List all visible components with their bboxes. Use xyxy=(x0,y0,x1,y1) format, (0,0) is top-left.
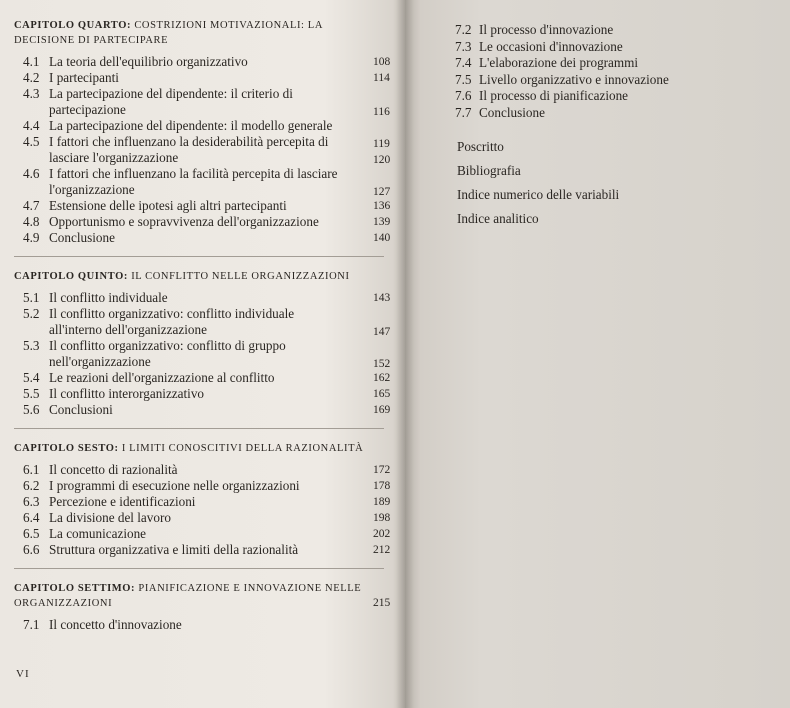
entry-page: 178 xyxy=(373,480,391,492)
chapter-5 xyxy=(14,269,394,418)
chapter-title: PIANIFICAZIONE E INNOVAZIONE NELLE ORGANIZZAZIONI xyxy=(14,583,362,609)
chapter-title: I LIMITI CONOSCITIVI DELLA RAZIONALITÀ xyxy=(121,443,364,454)
entry-number: 6.6 xyxy=(23,542,40,557)
entry-page: 152 xyxy=(373,358,391,370)
entry-title: Il conflitto organizzativo: conflitto individuale all'interno dell'organizzazione xyxy=(49,306,295,337)
toc-entry xyxy=(23,70,394,86)
entry-page: 136 xyxy=(373,200,391,212)
toc-entry xyxy=(455,105,785,122)
chapter-label: CAPITOLO QUINTO: xyxy=(14,271,128,282)
back-matter-variable-index: Indice numerico delle variabili xyxy=(457,187,620,202)
entry-title: Il concetto di razionalità xyxy=(49,462,178,477)
entry-page: 119 xyxy=(373,138,390,150)
entry-title: Le reazioni dell'organizzazione al conflitto xyxy=(49,370,275,385)
entry-page: 202 xyxy=(373,528,391,540)
toc-entry xyxy=(23,54,394,70)
chapter-heading xyxy=(14,581,364,611)
entry-number: 6.4 xyxy=(23,510,40,525)
book-spine xyxy=(396,0,414,708)
entry-number: 5.5 xyxy=(23,386,40,401)
chapter-4 xyxy=(14,18,394,246)
entry-title: I partecipanti xyxy=(49,70,119,85)
entry-page: 169 xyxy=(373,404,391,416)
entry-page: 139 xyxy=(373,216,391,228)
toc-entry xyxy=(23,478,394,494)
toc-entry xyxy=(23,542,394,558)
entry-page: 212 xyxy=(373,544,391,556)
entry-number: 7.6 xyxy=(455,88,472,103)
right-toc xyxy=(455,22,785,231)
entry-number: 6.2 xyxy=(23,478,40,493)
entry-number: 6.3 xyxy=(23,494,40,509)
chapter-label: CAPITOLO QUARTO: xyxy=(14,20,132,31)
toc-entry xyxy=(455,55,785,72)
entry-title: La comunicazione xyxy=(49,526,147,541)
entry-title: La partecipazione del dipendente: il criterio di partecipazione xyxy=(49,86,293,117)
toc-entry xyxy=(23,134,394,166)
entry-number: 4.6 xyxy=(23,166,40,181)
entry-number: 5.3 xyxy=(23,338,40,353)
entry-title: Percezione e identificazioni xyxy=(49,494,196,509)
entry-title: Estensione delle ipotesi agli altri partecipanti xyxy=(49,198,287,213)
entry-title: Conclusione xyxy=(49,230,115,245)
entry-title: Il processo di pianificazione xyxy=(479,88,629,103)
entry-title: Il processo d'innovazione xyxy=(479,22,614,37)
entry-number: 6.5 xyxy=(23,526,40,541)
entry-title: Il concetto d'innovazione xyxy=(49,617,182,632)
back-matter-postscript: Poscritto xyxy=(457,139,504,154)
entry-page: 120 xyxy=(373,154,391,166)
entry-page: 162 xyxy=(373,372,391,384)
right-page xyxy=(405,0,790,708)
entry-title: I fattori che influenzano la desiderabilità percepita di lasciare l'organizzazione xyxy=(49,134,329,165)
entry-title: Conclusione xyxy=(479,104,545,120)
entry-title: Il conflitto individuale xyxy=(49,290,168,305)
toc-entry xyxy=(455,39,785,56)
entry-title: Il conflitto interorganizzativo xyxy=(49,386,205,401)
entry-title: La partecipazione del dipendente: il modello generale xyxy=(49,118,333,133)
toc-entry xyxy=(23,338,394,370)
entry-number: 7.4 xyxy=(455,55,472,70)
chapter-7 xyxy=(14,581,394,633)
entry-title: Le occasioni d'innovazione xyxy=(479,38,623,54)
entry-page: 215 xyxy=(373,597,391,609)
entry-page: 189 xyxy=(373,496,391,508)
toc-entry xyxy=(23,597,394,633)
toc-entry xyxy=(23,386,394,402)
toc-entry xyxy=(23,198,394,214)
entry-number: 4.4 xyxy=(23,118,40,133)
entry-title: Il conflitto organizzativo: conflitto di gruppo nell'organizzazione xyxy=(49,338,286,369)
entry-number: 7.7 xyxy=(455,104,472,120)
entry-title: Opportunismo e sopravvivenza dell'organizzazione xyxy=(49,214,319,229)
back-matter-bibliography: Bibliografia xyxy=(457,163,521,178)
divider xyxy=(14,256,384,257)
chapter-heading xyxy=(14,441,364,456)
toc-entry xyxy=(23,494,394,510)
toc-entry xyxy=(23,214,394,230)
entry-page: 143 xyxy=(373,292,391,304)
toc-entry xyxy=(23,370,394,386)
entry-page: 116 xyxy=(373,106,390,118)
entry-number: 7.5 xyxy=(455,71,472,87)
entry-number: 4.2 xyxy=(23,70,40,85)
entry-number: 5.6 xyxy=(23,402,40,417)
left-toc xyxy=(14,18,394,643)
chapter-title: IL CONFLITTO NELLE ORGANIZZAZIONI xyxy=(131,271,350,282)
chapter-title: COSTRIZIONI MOTIVAZIONALI: LA DECISIONE DI PARTECIPARE xyxy=(14,20,323,46)
entry-number: 4.9 xyxy=(23,230,40,245)
entry-title: Conclusioni xyxy=(49,402,113,417)
toc-entry xyxy=(455,88,785,105)
entry-number: 7.3 xyxy=(455,38,472,54)
entry-number: 6.1 xyxy=(23,462,40,477)
entry-number: 5.2 xyxy=(23,306,40,321)
entry-number: 5.4 xyxy=(23,370,40,385)
page-folio: VI xyxy=(16,668,30,680)
entry-number: 4.1 xyxy=(23,54,40,69)
toc-entry xyxy=(23,306,394,338)
entry-title: La divisione del lavoro xyxy=(49,510,171,525)
chapter-label: CAPITOLO SETTIMO: xyxy=(14,583,136,594)
toc-entry xyxy=(23,86,394,118)
entry-title: La teoria dell'equilibrio organizzativo xyxy=(49,54,248,69)
entry-number: 4.5 xyxy=(23,134,40,149)
entry-title: Struttura organizzativa e limiti della razionalità xyxy=(49,542,299,557)
entry-number: 4.3 xyxy=(23,86,40,101)
chapter-label: CAPITOLO SESTO: xyxy=(14,443,119,454)
entry-title: I fattori che influenzano la facilità percepita di lasciare l'organizzazione xyxy=(49,166,338,197)
chapter-6 xyxy=(14,441,394,558)
entry-title: I programmi di esecuzione nelle organizzazioni xyxy=(49,478,300,493)
entry-title: Livello organizzativo e innovazione xyxy=(479,71,669,87)
entry-number: 5.1 xyxy=(23,290,40,305)
toc-entry xyxy=(23,166,394,198)
entry-page: 127 xyxy=(373,186,391,198)
entry-page: 165 xyxy=(373,388,391,400)
entry-page: 172 xyxy=(373,464,391,476)
toc-entry xyxy=(23,402,394,418)
entry-title: L'elaborazione dei programmi xyxy=(479,55,639,70)
toc-entry xyxy=(455,22,785,39)
back-matter-analytic-index: Indice analitico xyxy=(457,211,539,226)
entry-number: 4.8 xyxy=(23,214,40,229)
entry-page: 198 xyxy=(373,512,391,524)
entry-page: 147 xyxy=(373,326,391,338)
toc-entry xyxy=(23,462,394,478)
divider xyxy=(14,428,384,429)
entry-page: 140 xyxy=(373,232,391,244)
toc-entry xyxy=(23,290,394,306)
chapter-heading xyxy=(14,18,364,48)
entry-number: 4.7 xyxy=(23,198,40,213)
toc-entry xyxy=(23,230,394,246)
toc-entry xyxy=(23,510,394,526)
entry-page: 108 xyxy=(373,56,391,68)
chapter-heading xyxy=(14,269,364,284)
toc-entry xyxy=(23,526,394,542)
entry-number: 7.2 xyxy=(455,22,472,37)
entry-number: 7.1 xyxy=(23,617,40,632)
divider xyxy=(14,568,384,569)
toc-entry xyxy=(455,72,785,89)
entry-page: 114 xyxy=(373,72,390,84)
